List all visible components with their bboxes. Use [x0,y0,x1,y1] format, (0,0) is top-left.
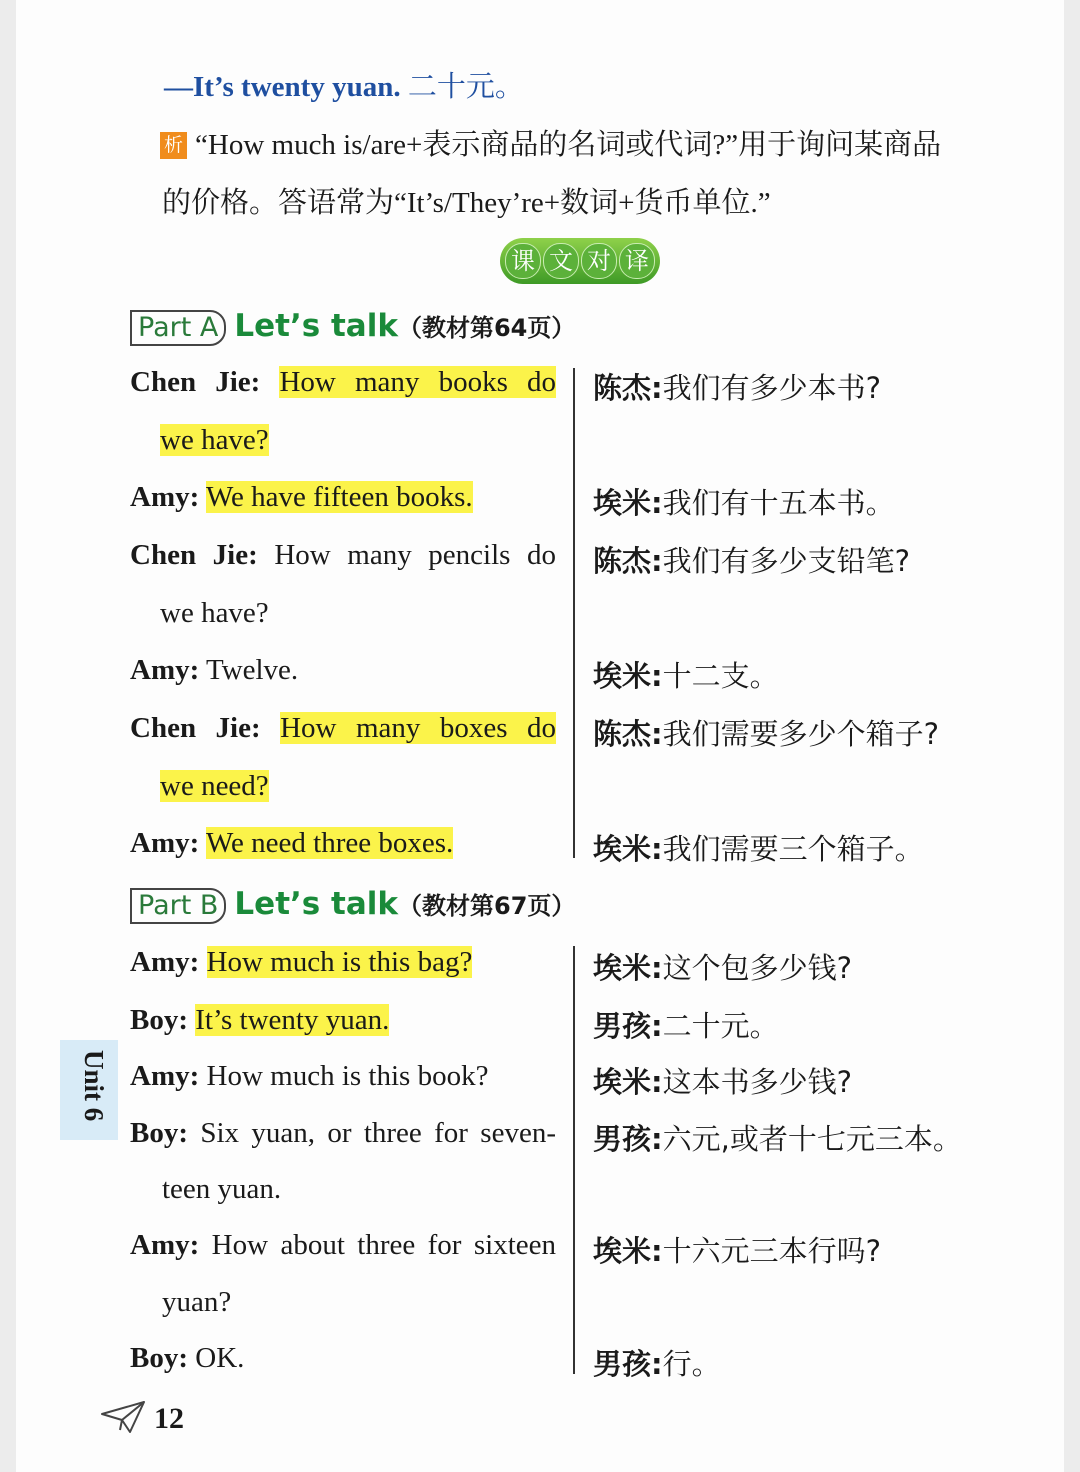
column-divider [573,368,575,858]
translation-line: 埃米:这本书多少钱? [593,1065,853,1099]
dialog-line: Amy: We need three boxes. [130,827,454,859]
dialog-line-cont: we have? [160,597,269,629]
section-title-char: 对 [581,243,617,279]
part-b-page-ref: （教材第67页） [398,892,576,920]
note-text-1: “How much is/are+表示商品的名词或代词?”用于询问某商品 [195,129,942,161]
translation-line: 男孩:二十元。 [593,1009,779,1043]
part-b-heading [130,886,575,924]
part-a-heading [130,308,575,346]
section-title-char: 译 [619,243,655,279]
column-divider [573,946,575,1374]
dialog-line: Amy: How much is this bag? [130,946,473,978]
page-number: 12 [154,1402,184,1435]
dialog-line: Chen Jie: How many boxes do [130,712,556,744]
translation-line: 埃米:我们有十五本书。 [593,486,895,520]
note-line-2: 的价格。答语常为“It’s/They’re+数词+货币单位.” [162,187,771,219]
translation-line: 陈杰:我们有多少支铅笔? [593,544,911,578]
translation-line: 男孩:六元,或者十七元三本。 [593,1122,962,1156]
translation-line: 陈杰:我们需要多少个箱子? [593,717,940,751]
answer-en: —It’s twenty yuan. [164,71,401,103]
paper-plane-icon [100,1400,146,1434]
dialog-line: Chen Jie: How many pencils do [130,539,556,571]
translation-line: 埃米:十六元三本行吗? [593,1234,882,1268]
analysis-icon: 析 [160,132,187,159]
dialog-line-cont: we have? [160,424,269,456]
dialog-line-cont: we need? [160,770,269,802]
dialog-line: Amy: Twelve. [130,654,299,686]
part-a-title: Let’s talk [234,308,398,344]
dialog-line: Chen Jie: How many books do [130,366,557,398]
dialog-line: Amy: We have fifteen books. [130,481,473,513]
section-title-banner [500,238,660,284]
translation-line: 埃米:这个包多少钱? [593,951,853,985]
answer-zh: 二十元。 [407,69,524,103]
dialog-line-cont: yuan? [162,1286,232,1318]
note-line-1 [160,122,941,163]
section-title-char: 文 [543,243,579,279]
part-a-label: Part A [130,310,226,346]
part-b-title: Let’s talk [234,886,399,922]
translation-line: 陈杰:我们有多少本书? [593,371,882,405]
answer-line [164,64,524,105]
textbook-page [16,0,1064,1472]
dialog-line: Amy: How about three for sixteen [130,1229,557,1261]
translation-line: 男孩:行。 [593,1347,721,1381]
translation-line: 埃米:十二支。 [593,659,779,693]
unit-tab-label: Unit 6 [79,1050,109,1122]
part-b-label: Part B [130,888,226,924]
dialog-line: Boy: OK. [130,1342,245,1374]
translation-line: 埃米:我们需要三个箱子。 [593,832,924,866]
dialog-line: Boy: It’s twenty yuan. [130,1004,390,1036]
dialog-line-cont: teen yuan. [162,1173,282,1205]
dialog-line: Amy: How much is this book? [130,1060,489,1092]
dialog-line: Boy: Six yuan, or three for seven- [130,1117,556,1149]
part-a-page-ref: （教材第64页） [397,314,576,342]
section-title-char: 课 [505,243,541,279]
